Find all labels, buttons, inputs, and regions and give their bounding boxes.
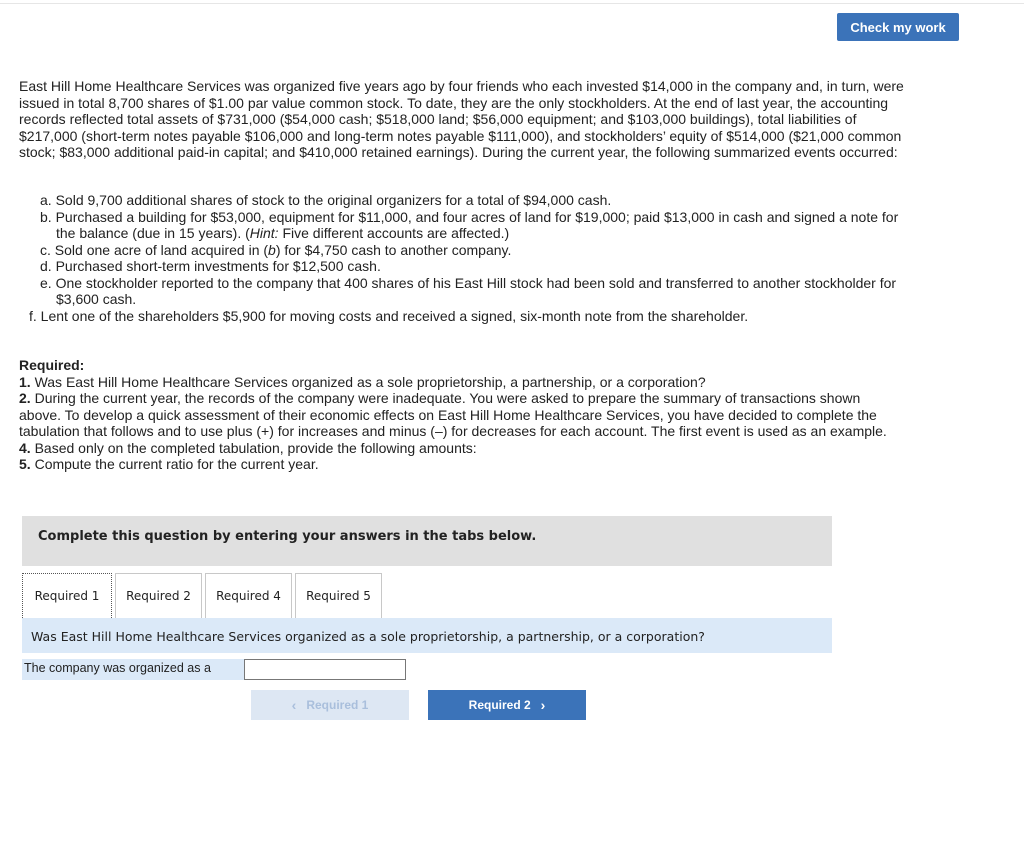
event-b: b. Purchased a building for $53,000, equipment for $11,000, and four acres of land for $19,000; paid $13,000 in cash and signed a note for the balance (due in 15 years). (Hint: Five different accounts are affected.)	[40, 208, 899, 241]
required-item-2: 2. During the current year, the records of the company were inadequate. You were asked to prepare the summary of transactions shown above. To develop a quick assessment of their economic effects on East Hill Home Healthcare Services, you have decided to complete the tabulation that follows and to use plus (+) for increases and minus (–) for decreases for each account. The first event is used as an example.	[19, 390, 887, 439]
next-required-button[interactable]	[428, 690, 586, 720]
next-button-label: Required 2	[468, 698, 531, 712]
tab-required-5[interactable]: Required 5	[295, 573, 382, 618]
event-f: f. Lent one of the shareholders $5,900 for moving costs and received a signed, six-month note from the shareholder.	[29, 307, 749, 324]
required-section	[19, 357, 904, 473]
event-d: d. Purchased short-term investments for $12,500 cash.	[40, 258, 381, 274]
tab-required-4[interactable]: Required 4	[205, 573, 292, 618]
organization-type-input[interactable]	[244, 659, 406, 680]
instructions-banner	[22, 516, 832, 566]
event-e: e. One stockholder reported to the company that 400 shares of his East Hill stock had been sold and transferred to another stockholder for $3,600 cash.	[40, 274, 897, 307]
hint-label: Hint:	[249, 225, 279, 241]
question-text: Was East Hill Home Healthcare Services organized as a sole proprietorship, a partnership, or a corporation?	[31, 629, 705, 644]
chevron-left-icon: ‹	[291, 697, 297, 713]
events-list	[29, 192, 920, 324]
event-c: c. Sold one acre of land acquired in (b) for $4,750 cash to another company.	[40, 241, 512, 258]
instructions-text: Complete this question by entering your answers in the tabs below.	[38, 529, 537, 544]
tab-required-2[interactable]: Required 2	[115, 573, 202, 618]
prev-button-label: Required 1	[306, 698, 369, 712]
tab-required-1[interactable]: Required 1	[22, 573, 112, 618]
problem-intro: East Hill Home Healthcare Services was organized five years ago by four friends who each invested $14,000 in the company and, in turn, were issued in total 8,700 shares of $1.00 par value common stock. To date, they are the only stockholders. At the end of last year, the accounting records reflected total assets of $731,000 ($54,000 cash; $518,000 land; $56,000 equipment; and $103,000 buildings), total liabilities of $217,000 (short-term notes payable $106,000 and long-term notes payable $111,000), and stockholders’ equity of $514,000 ($21,000 common stock; $83,000 additional paid-in capital; and $410,000 retained earnings). During the current year, the following summarized events occurred:	[19, 78, 904, 160]
question-panel	[22, 618, 832, 653]
required-item-4: 4. Based only on the completed tabulation, provide the following amounts:	[19, 439, 477, 456]
required-heading: Required:	[19, 357, 85, 373]
check-my-work-button[interactable]: Check my work	[837, 13, 959, 41]
top-divider	[0, 3, 1024, 4]
event-a: a. Sold 9,700 additional shares of stock to the original organizers for a total of $94,000 cash.	[40, 192, 612, 208]
required-item-1: 1. Was East Hill Home Healthcare Services organized as a sole proprietorship, a partnership, or a corporation?	[19, 373, 706, 390]
required-item-5: 5. Compute the current ratio for the current year.	[19, 456, 319, 472]
prev-required-button[interactable]	[251, 690, 409, 720]
chevron-right-icon: ›	[540, 697, 546, 713]
answer-label: The company was organized as a	[22, 659, 244, 680]
